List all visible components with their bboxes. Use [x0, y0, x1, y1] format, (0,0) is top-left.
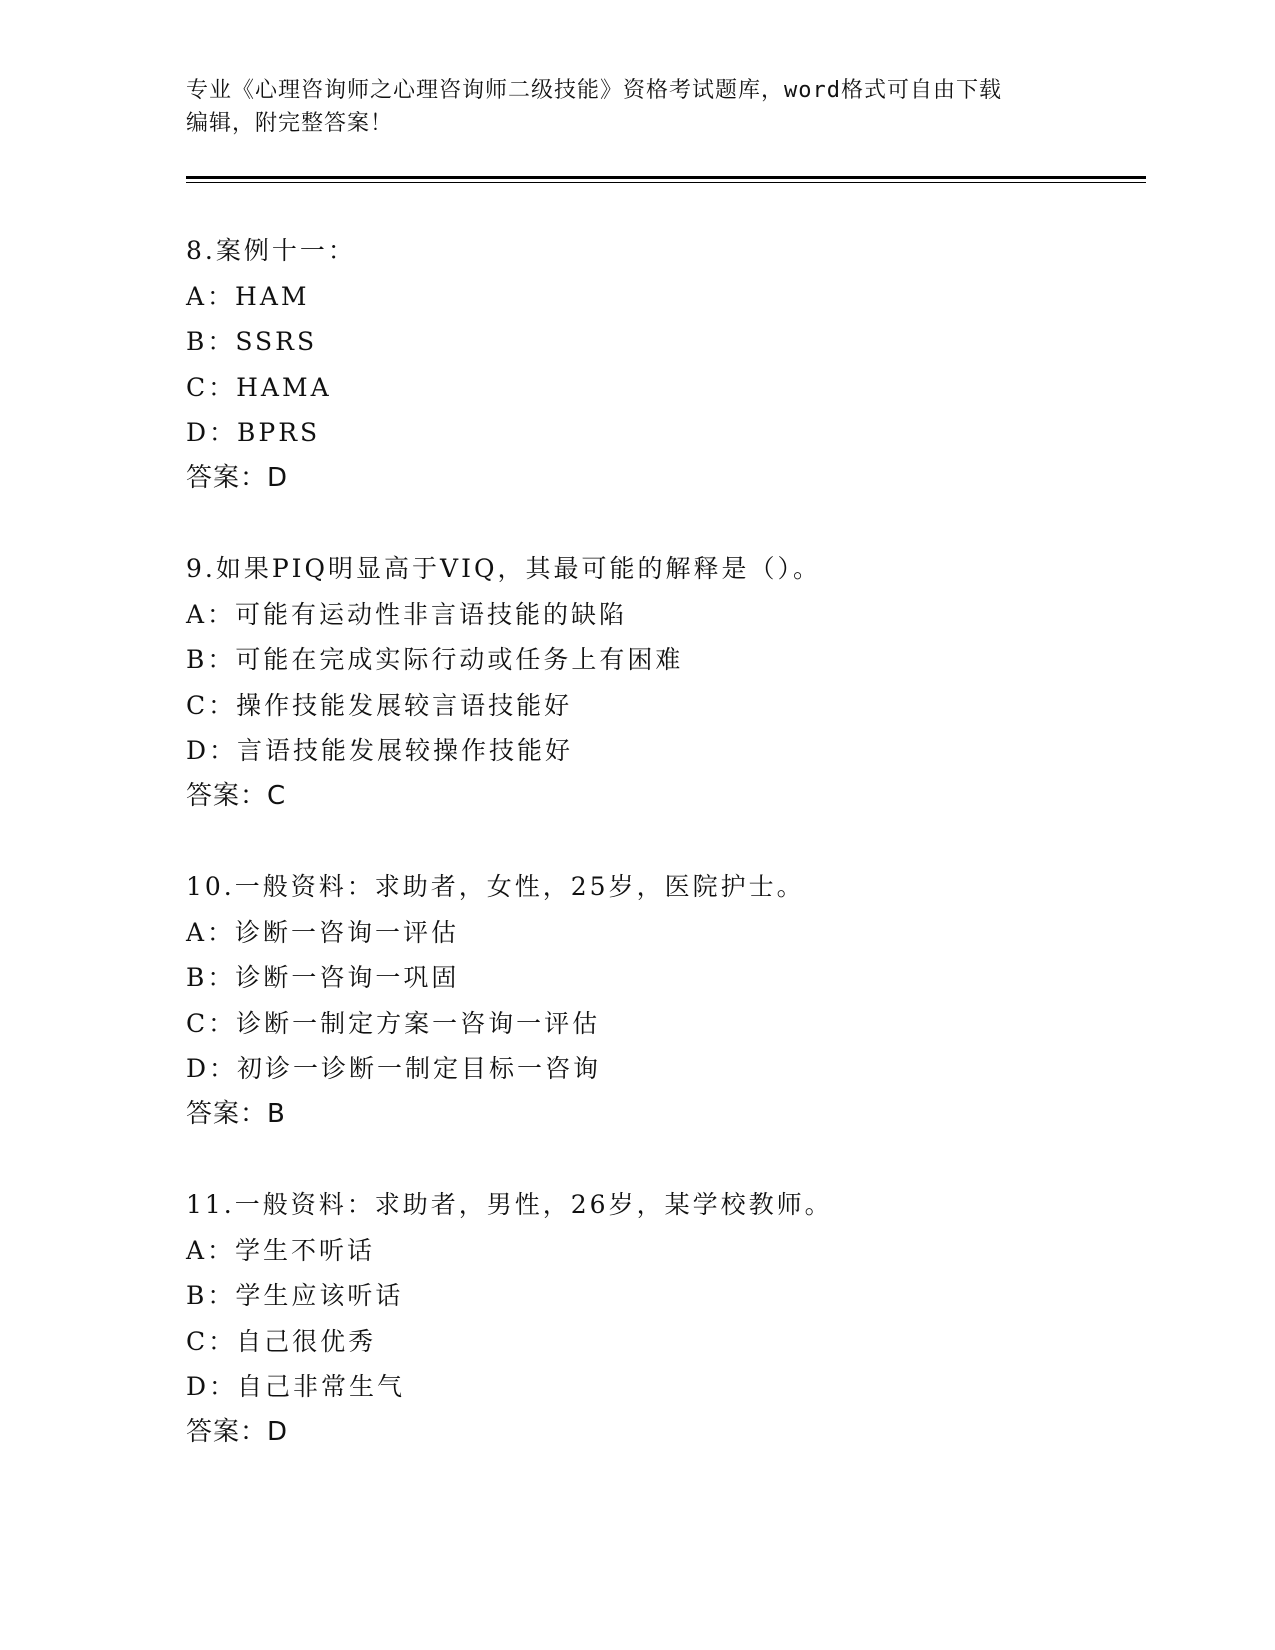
- option-b: B：可能在完成实际行动或任务上有困难: [186, 645, 684, 674]
- option-d: D：初诊一诊断一制定目标一咨询: [186, 1054, 602, 1083]
- answer-line: 答案：D: [186, 1416, 289, 1447]
- question-10: [186, 864, 1146, 1137]
- question-stem: 9.如果PIQ明显高于VIQ，其最可能的解释是（）。: [186, 554, 821, 583]
- option-c: C：自己很优秀: [186, 1326, 377, 1356]
- question-stem: 11.一般资料：求助者，男性，26岁，某学校教师。: [186, 1190, 833, 1219]
- option-b: B：诊断一咨询一巩固: [186, 963, 460, 992]
- option-d: D：BPRS: [186, 418, 321, 447]
- question-stem: 10.一般资料：求助者，女性，25岁，医院护士。: [186, 872, 805, 901]
- option-c: C：HAMA: [186, 372, 332, 402]
- answer-line: 答案：C: [186, 780, 287, 811]
- header-divider-thin: [186, 182, 1146, 183]
- question-11: [186, 1182, 1146, 1455]
- answer-line: 答案：D: [186, 462, 289, 493]
- option-c: C：诊断一制定方案一咨询一评估: [186, 1008, 601, 1038]
- option-a: A：HAM: [186, 281, 310, 311]
- option-b: B：学生应该听话: [186, 1281, 404, 1310]
- option-b: B：SSRS: [186, 327, 318, 356]
- intro-line-1: 专业《心理咨询师之心理咨询师二级技能》资格考试题库，word格式可自由下载: [186, 78, 1002, 103]
- option-a: A：诊断一咨询一评估: [186, 917, 460, 947]
- document-intro: [186, 74, 1086, 140]
- option-c: C：操作技能发展较言语技能好: [186, 690, 573, 720]
- option-a: A：可能有运动性非言语技能的缺陷: [186, 599, 628, 629]
- question-stem: 8.案例十一：: [186, 236, 356, 265]
- answer-line: 答案：B: [186, 1098, 286, 1129]
- header-divider-thick: [186, 176, 1146, 179]
- option-d: D：言语技能发展较操作技能好: [186, 736, 574, 765]
- intro-line-2: 编辑，附完整答案！: [186, 111, 394, 136]
- question-9: [186, 546, 1146, 819]
- option-d: D：自己非常生气: [186, 1372, 406, 1401]
- option-a: A：学生不听话: [186, 1235, 376, 1265]
- question-8: [186, 228, 1146, 501]
